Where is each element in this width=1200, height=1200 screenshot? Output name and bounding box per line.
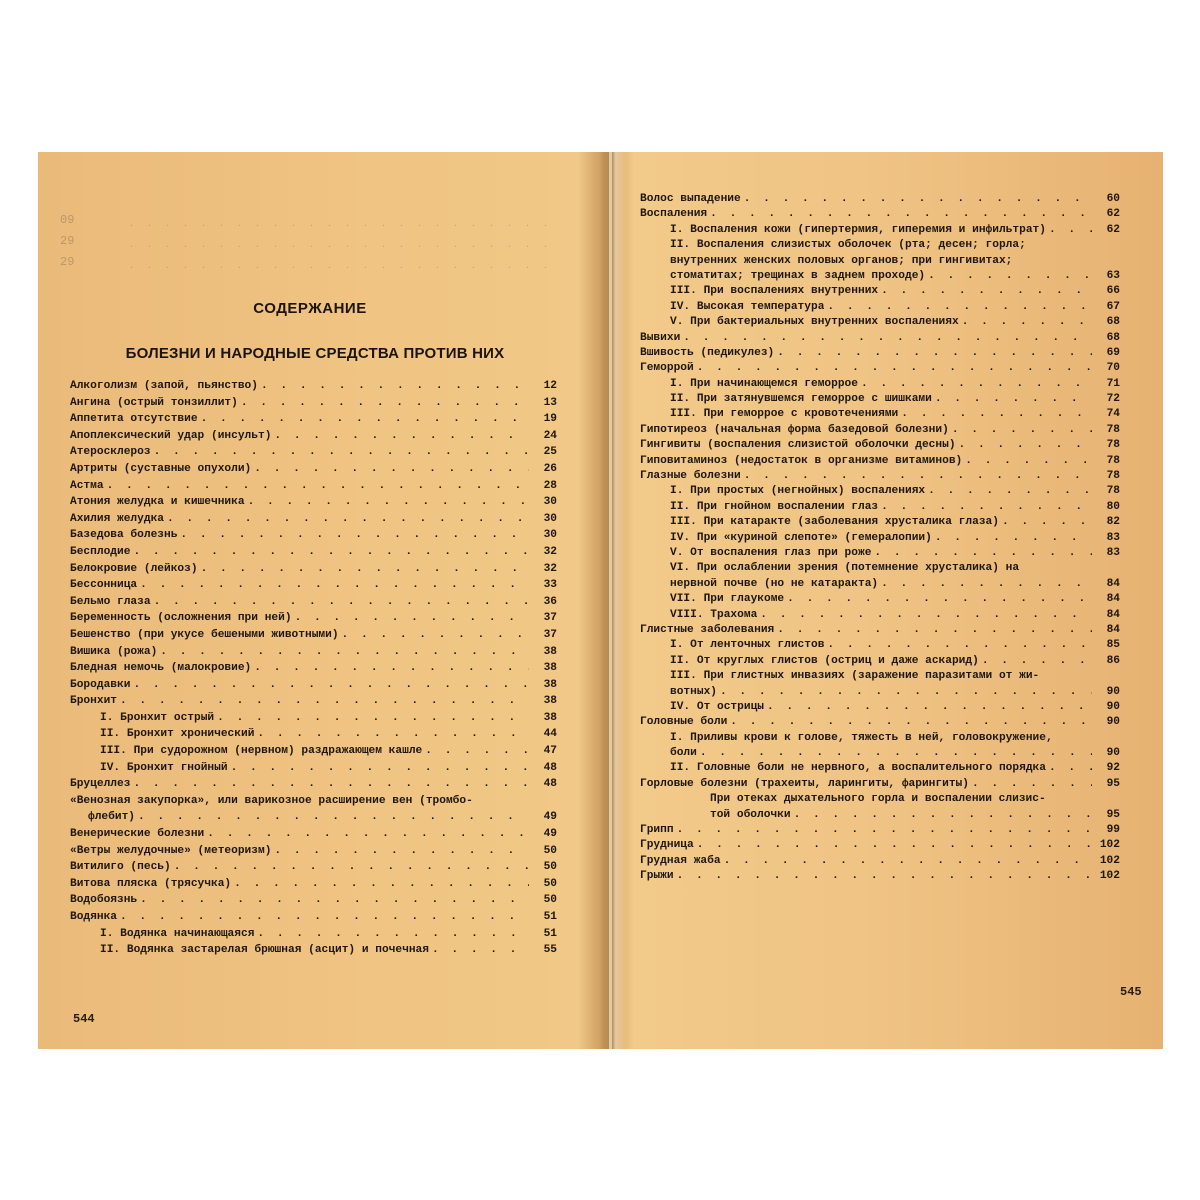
- toc-entry[interactable]: Водобоязнь . . . 50: [70, 892, 557, 909]
- toc-entry[interactable]: Белокровие (лейкоз) . . . 32: [70, 561, 557, 578]
- toc-subentry[interactable]: III. При глистных инвазиях (заражение паразитами от жи-: [670, 670, 1040, 683]
- toc-entry[interactable]: Бородавки . . . 38: [70, 677, 557, 694]
- toc-entry[interactable]: Гингивиты (воспаления слизистой оболочки десны) . . . 78: [640, 438, 1120, 453]
- toc-list-left: [70, 378, 557, 959]
- toc-entry[interactable]: «Ветры желудочные» (метеоризм) . . . 50: [70, 843, 557, 860]
- toc-subentry[interactable]: II. При гнойном воспалении глаз . . . 80: [640, 500, 1120, 515]
- toc-subentry[interactable]: I. При простых (негнойных) воспалениях . . . 78: [640, 484, 1120, 499]
- toc-entry[interactable]: Базедова болезнь . . . 30: [70, 527, 557, 544]
- toc-entry[interactable]: Вывихи . . . 68: [640, 331, 1120, 346]
- toc-entry[interactable]: Геморрой . . . 70: [640, 361, 1120, 376]
- toc-entry[interactable]: Головные боли . . . 90: [640, 715, 1120, 730]
- book-gutter: [600, 152, 626, 1049]
- toc-subentry[interactable]: V. От воспаления глаз при роже . . . 83: [640, 546, 1120, 561]
- toc-entry-continuation[interactable]: вотных) . . . 90: [640, 685, 1120, 700]
- toc-subentry[interactable]: VI. При ослаблении зрения (потемнение хрусталика) на: [670, 562, 1020, 575]
- toc-entry-continuation[interactable]: внутренних женских половых органов; при гингивитах;: [670, 254, 1013, 267]
- toc-subentry[interactable]: III. При геморрое с кровотечениями . . . 74: [640, 407, 1120, 422]
- toc-subentry[interactable]: При отеках дыхательного горла и воспалении слизис-: [710, 793, 1046, 806]
- toc-subentry[interactable]: IV. От острицы . . . 90: [640, 700, 1120, 715]
- toc-entry[interactable]: Горловые болезни (трахеиты, ларингиты, фарингиты) . . . 95: [640, 777, 1120, 792]
- toc-entry[interactable]: Ахилия желудка . . . 30: [70, 511, 557, 528]
- toc-entry-continuation[interactable]: боли . . . 90: [640, 746, 1120, 761]
- toc-subentry[interactable]: IV. При «куриной слепоте» (гемералопии) . . . 83: [640, 531, 1120, 546]
- toc-subentry[interactable]: III. При воспалениях внутренних . . . 66: [640, 284, 1120, 299]
- toc-entry[interactable]: Вишика (рожа) . . . 38: [70, 644, 557, 661]
- toc-entry[interactable]: Вшивость (педикулез) . . . 69: [640, 346, 1120, 361]
- toc-subentry[interactable]: II. От круглых глистов (остриц и даже аскарид) . . . 86: [640, 654, 1120, 669]
- toc-subentry[interactable]: IV. Высокая температура . . . 67: [640, 300, 1120, 315]
- toc-subentry[interactable]: VII. При глаукоме . . . 84: [640, 592, 1120, 607]
- toc-entry[interactable]: Бельмо глаза . . . 36: [70, 594, 557, 611]
- toc-subentry[interactable]: I. При начинающемся геморрое . . . 71: [640, 377, 1120, 392]
- toc-subentry[interactable]: VIII. Трахома . . . 84: [640, 608, 1120, 623]
- toc-subentry[interactable]: II. При затянувшемся геморрое с шишками . . . 72: [640, 392, 1120, 407]
- toc-entry-continuation[interactable]: стоматитах; трещинах в заднем проходе) . . . 63: [640, 269, 1120, 284]
- toc-subentry[interactable]: I. Водянка начинающаяся . . . 51: [70, 926, 557, 943]
- toc-entry[interactable]: Витова пляска (трясучка) . . . 50: [70, 876, 557, 893]
- toc-entry[interactable]: «Венозная закупорка», или варикозное расширение вен (тромбо-: [70, 794, 473, 807]
- toc-entry[interactable]: Водянка . . . 51: [70, 909, 557, 926]
- page-number-right: 545: [1120, 985, 1142, 999]
- toc-subentry[interactable]: I. Приливы крови к голове, тяжесть в ней, головокружение,: [670, 731, 1053, 744]
- toc-entry[interactable]: Бронхит . . . 38: [70, 693, 557, 710]
- page-number-left: 544: [73, 1012, 95, 1026]
- toc-entry[interactable]: Апоплексический удар (инсульт) . . . 24: [70, 428, 557, 445]
- toc-entry[interactable]: Гиповитаминоз (недостаток в организме витаминов) . . . 78: [640, 454, 1120, 469]
- toc-entry[interactable]: Бесплодие . . . 32: [70, 544, 557, 561]
- toc-entry[interactable]: Ангина (острый тонзиллит) . . . 13: [70, 395, 557, 412]
- toc-entry[interactable]: Витилиго (песь) . . . 50: [70, 859, 557, 876]
- toc-entry[interactable]: Аппетита отсутствие . . . 19: [70, 411, 557, 428]
- toc-entry[interactable]: Грудница . . . 102: [640, 838, 1120, 853]
- toc-entry-continuation[interactable]: той оболочки . . . 95: [640, 808, 1120, 823]
- toc-subentry[interactable]: II. Водянка застарелая брюшная (асцит) и почечная . . . 55: [70, 942, 557, 959]
- toc-entry[interactable]: Венерические болезни . . . 49: [70, 826, 557, 843]
- toc-entry[interactable]: Грыжи . . . 102: [640, 869, 1120, 884]
- toc-entry[interactable]: Гипотиреоз (начальная форма базедовой болезни) . . . 78: [640, 423, 1120, 438]
- toc-entry[interactable]: Волос выпадение . . . 60: [640, 192, 1120, 207]
- toc-entry-continuation[interactable]: нервной почве (но не катаракта) . . . 84: [640, 577, 1120, 592]
- toc-entry[interactable]: Бессонница . . . 33: [70, 577, 557, 594]
- toc-subentry[interactable]: II. Бронхит хронический . . . 44: [70, 726, 557, 743]
- toc-entry[interactable]: Воспаления . . . 62: [640, 207, 1120, 222]
- toc-entry[interactable]: Артриты (суставные опухоли) . . . 26: [70, 461, 557, 478]
- toc-entry-continuation[interactable]: флебит) . . . 49: [70, 809, 557, 826]
- toc-entry[interactable]: Беременность (осложнения при ней) . . . 37: [70, 610, 557, 627]
- toc-heading: СОДЕРЖАНИЕ: [253, 300, 367, 317]
- toc-entry[interactable]: Алкоголизм (запой, пьянство) . . . 12: [70, 378, 557, 395]
- toc-subentry[interactable]: V. При бактериальных внутренних воспалениях . . . 68: [640, 315, 1120, 330]
- toc-entry[interactable]: Астма . . . 28: [70, 478, 557, 495]
- toc-entry[interactable]: Атония желудка и кишечника . . . 30: [70, 494, 557, 511]
- toc-entry[interactable]: Глистные заболевания . . . 84: [640, 623, 1120, 638]
- toc-list-right: [640, 192, 1120, 885]
- toc-entry[interactable]: Бледная немочь (малокровие) . . . 38: [70, 660, 557, 677]
- page-edge: [609, 152, 612, 1049]
- toc-subentry[interactable]: I. Воспаления кожи (гипертермия, гиперемия и инфильтрат) . . . 62: [640, 223, 1120, 238]
- toc-subentry[interactable]: III. При катаракте (заболевания хрусталика глаза) . . . 82: [640, 515, 1120, 530]
- toc-entry[interactable]: Бешенство (при укусе бешеными животными) . . . 37: [70, 627, 557, 644]
- bleed-through-numbers: 09 29 29: [60, 213, 75, 269]
- bleed-through-dots: . . . . . . . . . . . . . . . . . . . . . . . . . . . . . . . . . . . . . . . . . . . . . . . . . . . . . . . . . . . . . . . . . . . . . . . .: [130, 215, 553, 271]
- toc-entry[interactable]: Грудная жаба . . . 102: [640, 854, 1120, 869]
- section-heading: БОЛЕЗНИ И НАРОДНЫЕ СРЕДСТВА ПРОТИВ НИХ: [125, 345, 505, 362]
- toc-subentry[interactable]: I. От ленточных глистов . . . 85: [640, 638, 1120, 653]
- toc-entry[interactable]: Атеросклероз . . . 25: [70, 444, 557, 461]
- toc-entry[interactable]: Глазные болезни . . . 78: [640, 469, 1120, 484]
- toc-subentry[interactable]: I. Бронхит острый . . . 38: [70, 710, 557, 727]
- toc-subentry[interactable]: IV. Бронхит гнойный . . . 48: [70, 760, 557, 777]
- toc-entry[interactable]: Грипп . . . 99: [640, 823, 1120, 838]
- toc-subentry[interactable]: II. Воспаления слизистых оболочек (рта; десен; горла;: [670, 239, 1026, 252]
- toc-subentry[interactable]: III. При судорожном (нервном) раздражающем кашле . . . 47: [70, 743, 557, 760]
- toc-subentry[interactable]: II. Головные боли не нервного, а воспалительного порядка . . . 92: [640, 761, 1120, 776]
- toc-entry[interactable]: Бруцеллез . . . 48: [70, 776, 557, 793]
